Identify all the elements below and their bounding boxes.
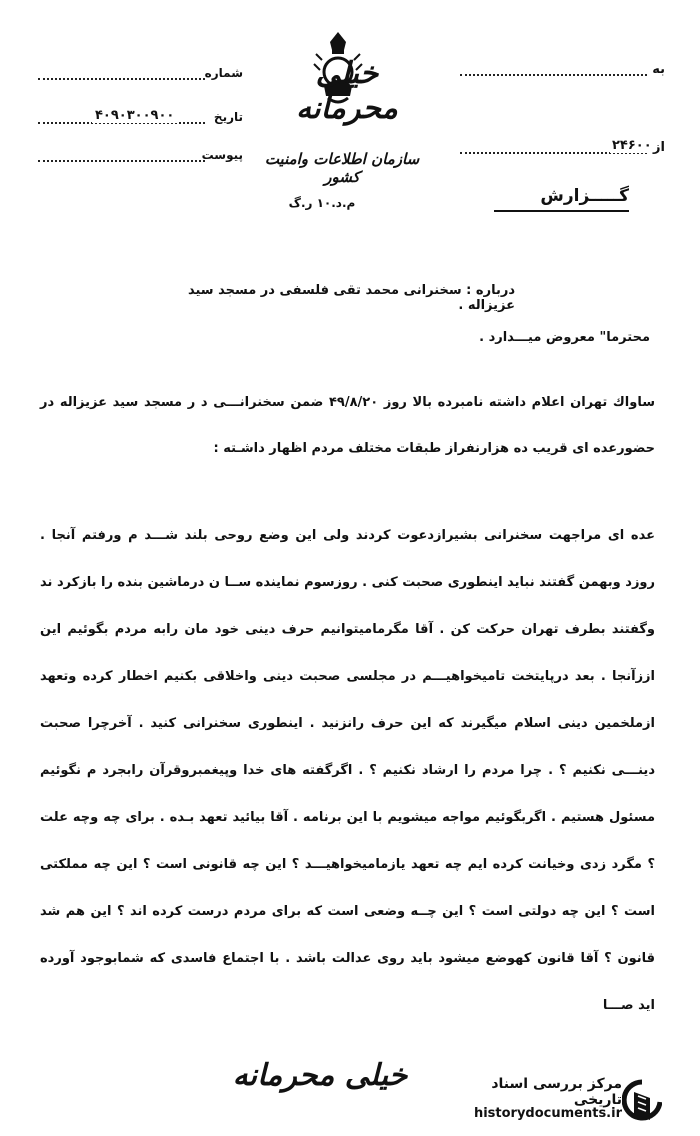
to-field: [460, 62, 665, 84]
report-heading-underline: [494, 210, 629, 212]
watermark-title: مرکز بررسی اسناد تاریخی: [491, 1076, 622, 1108]
paragraph-1: ساواك تهران اعلام داشته نامبرده بالا روز ۴۹/۸/۲۰ ضمن سخنرانـــی د ر مسجد سید عزیزاله در حضورعده ای قریب ده هزارنفراز طبقات مختلف مردم اظهار داشـته :: [40, 395, 655, 456]
number-field: [38, 66, 243, 88]
archive-watermark: [440, 1074, 662, 1134]
attachment-field: [38, 148, 243, 170]
paragraph-2: عده ای مراجهت سخنرانی بشیرازدعوت کردند ولی این وضع روحی بلند شـــد م ورفتم آنجا . روزد وبهمن گفتند نباید اینطوری صحبت کنی . روزسوم نماینده ســا ن درماشین بنده را بازکرد ند وگفتند بطرف تهران حرکت کن . آقا مگرمامیتوانیم حرف دینی خود مان رابه مردم بگوئیم این اززآنجا . بعد درپایتخت تامیخواهیـــم در مجلسی صحبت دینی واخلاقی بکنیم اخطار کرده وتعهد ازملخمین دینی اسلام میگیرند که این حرف رانزنید . اینطوری سخنرانی کنید . آخرچرا صحبت دینـــی نکنیم ؟ . چرا مردم را ارشاد نکنیم ؟ . اگرگفته های خدا وپیغمبروقرآن رابجرد م نگوئیم مسئول هستیم . اگربگوئیم مواجه میشویم با این برنامه . آقا بیائید تعهد بـده . برای چه وچه علت ؟ مگرد زدی وخیانت کرده ایم چه تعهد یازمامیخواهیـــد ؟ این چه قانونی است ؟ این چه مملکتی است ؟ این چه دولتی است ؟ این چــه وضعی است که برای مردم درست کرده اند ؟ این هم شد قانون ؟ آقا قانون کهوضع میشود باید روی عدالت باشد . با اجتماع فاسدی که شمابوجود آورده اید صـــا: [40, 528, 655, 1013]
from-field: [460, 140, 665, 162]
report-heading: [494, 186, 629, 212]
attachment-dotted-line: [38, 160, 205, 162]
archive-logo-icon: [622, 1078, 662, 1126]
to-dotted-line: [460, 74, 647, 76]
document-code: م.د.۱۰ ر.گ: [288, 196, 356, 210]
classification-top: خیلی محرمانه: [296, 56, 398, 126]
from-label: از: [653, 140, 665, 155]
classification-bottom: خیلی محرمانه: [232, 1058, 408, 1093]
organization-name: سازمان اطلاعات وامنیت کشور: [264, 150, 420, 186]
from-value: ۲۴۶۰۰: [612, 138, 652, 153]
number-label: شماره: [204, 66, 243, 80]
salutation: محترما" معروض میـــدارد .: [479, 330, 650, 345]
attachment-label: پیوست: [201, 148, 243, 162]
subject-line: درباره : سخنرانی محمد تقی فلسفی در مسجد سید عزیزاله .: [187, 283, 515, 313]
watermark-url: historydocuments.ir: [473, 1106, 622, 1121]
number-dotted-line: [38, 78, 205, 80]
report-heading-text: گـــــزارش: [540, 186, 629, 206]
date-label: تاریخ: [213, 110, 243, 124]
date-field: [38, 110, 243, 132]
date-value: ۴۰۹۰۳۰۰۹۰۰: [92, 108, 177, 123]
to-label: به: [652, 62, 665, 77]
